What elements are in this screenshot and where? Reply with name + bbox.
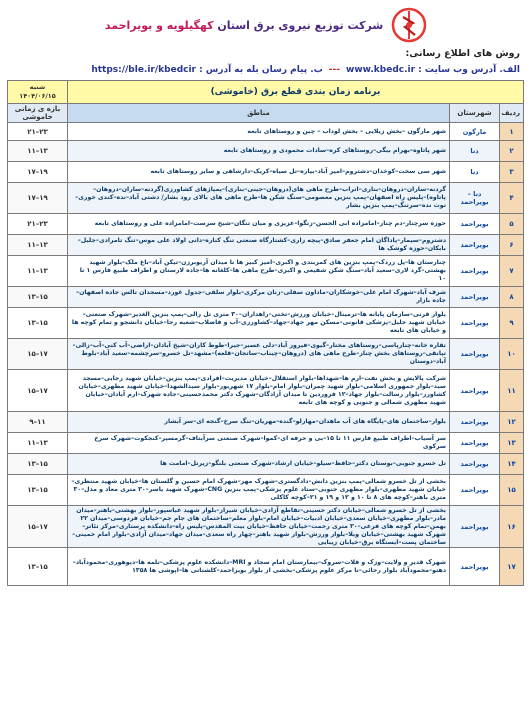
row-areas: نقاره خانه–چنارپاسی–روستاهای مختار–گیوی–فیروز آباد–دلی عسیر–جیرا–طوط کاران–شیخ آبادان–اراضی–آب کنی–آب–زالی–تپانقی–روستاهای بخش چنار–طرح ماهی های (دروهان–چیناب–ساتجان–قلعه)–مشهد–تل خسرو–سرچشمه–سعید آباد–بلوط آباد–دوستان (68, 339, 450, 370)
row-index: ۱۶ (500, 506, 524, 548)
row-city: بویراحمد (450, 412, 500, 433)
table-row (8, 256, 524, 287)
row-index: ۸ (500, 287, 524, 308)
row-index: ۱۰ (500, 339, 524, 370)
notification-heading: روش های اطلاع رسانی: (405, 48, 520, 59)
messenger-address[interactable]: ب. پیام رسان بله به آدرس : https://ble.ir/kbedcir (91, 65, 323, 75)
table-row (8, 214, 524, 235)
row-city: بویراحمد (450, 548, 500, 586)
website-address[interactable]: الف. آدرس وب سایت : www.kbedc.ir (346, 65, 520, 75)
table-row (8, 141, 524, 162)
table-row (8, 235, 524, 256)
row-outage-time: ۱۵–۱۷ (8, 370, 68, 412)
row-areas: چنارستان ها–پل زردک–پمپ بنزین های کمربندی و اکبری–امیر کبیر ها تا میدان آریوبرزن–تیکن آباد–باغ ملک–بلوار شهید بهشتی–گرد لاری–سعید آباد–سنگ شکن شفیعی و اکبری–طرح ماهی ها–کلغانه ها–جاده لارستان و اطراف طبیع فارس ۱ تا ۱۰ (68, 256, 450, 287)
column-header-city: شهرستان (450, 104, 500, 123)
row-areas: بلوار–ساختمان های–پایگاه های آب ماهدان–مهارلو–گنده–مهریان–تنگ سرخ–گنجه ای–سر آبشار (68, 412, 450, 433)
table-row (8, 123, 524, 141)
row-areas: حوزه سرچنار–دم چنار–امامزاده ابی الحسن–زنگوا–عزیزی و میان تنگان–شیخ سرست–امامزاده علی و روستاهای تابعه (68, 214, 450, 235)
row-outage-time: ۱۳–۱۵ (8, 287, 68, 308)
table-row (8, 308, 524, 339)
table-row (8, 287, 524, 308)
schedule-title: برنامه زمان بندی قطع برق (خاموشی) (68, 81, 524, 104)
schedule-day: شنبه (29, 83, 46, 91)
row-city: بویراحمد (450, 506, 500, 548)
row-index: ۶ (500, 235, 524, 256)
row-outage-time: ۱۳–۱۵ (8, 454, 68, 475)
row-index: ۵ (500, 214, 524, 235)
row-outage-time: ۱۷–۱۹ (8, 183, 68, 214)
row-city: دنا (450, 141, 500, 162)
row-index: ۱۵ (500, 475, 524, 506)
row-areas: شهر مارگون –بخش زیلایی – بخش لوداب – چین و روستاهای تابعه (68, 123, 450, 141)
row-city: بویراحمد (450, 339, 500, 370)
schedule-date-cell (8, 81, 68, 104)
row-outage-time: ۱۷–۱۹ (8, 162, 68, 183)
company-name-prefix: شرکت توزیع نیروی برق استان (213, 18, 384, 32)
row-areas: تل خسرو جنوبی–بوستان دکتر–حافظ–سیلو–خیابان ارشاد–شهرک صنعتی بلنگو–زیرتل–امامت ها (68, 454, 450, 475)
row-outage-time: ۹–۱۱ (8, 412, 68, 433)
row-outage-time: ۱۳–۱۵ (8, 548, 68, 586)
row-outage-time: ۱۳–۱۵ (8, 475, 68, 506)
outage-schedule-table (7, 80, 524, 586)
row-city: بویراحمد (450, 454, 500, 475)
schedule-date: ۱۴۰۴/۰۶/۱۵ (19, 92, 56, 100)
row-outage-time: ۱۳–۱۵ (8, 308, 68, 339)
row-outage-time: ۱۱–۱۳ (8, 141, 68, 162)
row-city: بویراحمد (450, 475, 500, 506)
notification-methods (8, 44, 524, 80)
row-index: ۱۱ (500, 370, 524, 412)
row-areas: بلوار قرنی–سازمان پایانه ها–ترمینال–خیابان ورزش–تختی–راهداران–۳۰ متری تل زالی–پمپ بنزین الغدیر–شهرک صنعتی–خیابان شهید جلیل–پزشکی قانونی–مسکن مهر جهاد–جهاد–کشاورزی–آب و فاضلاب–شعبه رجا–خیابان دانشجو و تمام کوچه ها و خیابان های تابعه (68, 308, 450, 339)
row-city: بویراحمد (450, 308, 500, 339)
row-outage-time: ۱۱–۱۳ (8, 433, 68, 454)
row-outage-time: ۲۱–۲۳ (8, 123, 68, 141)
row-outage-time: ۲۱–۲۳ (8, 214, 68, 235)
row-city: بویراحمد (450, 433, 500, 454)
notification-links (12, 62, 520, 78)
row-outage-time: ۱۵–۱۷ (8, 339, 68, 370)
row-city: بویراحمد (450, 256, 500, 287)
row-areas: بخشی از تل خسرو شمالی–خیابان دکتر حسینی–تقاطع آزادی–خیابان شیراز–بلوار شهید عباسپور–بلوار بهشتی–باهنر–میدان مادر–بلوار مطهری–خیابان سعدی–خیابان ادبیات–خیابان امام–بلوار معلم–ساختمان های جام جم–خیابان فردوسی–میدان ۲۲ بهمن–تمام کوچه های فرعی–۳۰ متری رحمت–خیابان حافظ–خیابان بیت المقدس–پلیس راه–دانشکده پرستاری–مرکز تئاتر–شهرک شهید بهشتی–خیابان ویلا–بلوار ورزش–بلوار شهید باهنر–چهار راه سعدی–میدان جهاد–میدان آزادی–بلوار امام خمینی–ساختمان پست–ایستگاه برق–خیابان زیبایی (68, 506, 450, 548)
row-areas: دشتروم–سیمار–پاداگان امام جعفر صادق–پیچه زاری–کشتارگاه صنعتی تنگ کناره–دانی اولاد علی موس–تنگ تامرادی–جلیل–بابکان–حوزه کوشک ها (68, 235, 450, 256)
row-outage-time: ۱۱–۱۳ (8, 235, 68, 256)
row-index: ۴ (500, 183, 524, 214)
row-areas: گردنه–ساران–دروهان–بناری–اتراب–طرح ماهی های(دروهان–جینی–بناری)–پمپاژهای کشاورزی(گردنه–ساران–دروهان–پاتاوه)–پلیس راه اصفهان–پمپ بنزین معصومی–سنگ شکن ها–طرح ماهی های بالای رود بشار/ دشتی آباد–نده–کندی خوری–توت نده–سرتنگ–پمپ بنزین بشار (68, 183, 450, 214)
links-separator: --- (328, 65, 340, 75)
row-index: ۷ (500, 256, 524, 287)
row-outage-time: ۱۱–۱۳ (8, 256, 68, 287)
row-city: دنا – بویراحمد (450, 183, 500, 214)
company-province: کهگیلویه و بویراحمد (104, 18, 214, 32)
table-row (8, 475, 524, 506)
table-row (8, 433, 524, 454)
row-areas: سر آسیاب–اطراف طبیع فارس ۱۱ تا ۱۵–بی و حرفه ای–کموا–شهرک صنعتی سرآبتاف–گرمسیر–کنجکوت–شهرک سرخ سرکوی (68, 433, 450, 454)
row-index: ۱ (500, 123, 524, 141)
row-outage-time: ۱۵–۱۷ (8, 506, 68, 548)
column-header-index: ردیف (500, 104, 524, 123)
company-name (105, 19, 383, 32)
table-row (8, 454, 524, 475)
table-row (8, 339, 524, 370)
row-areas: شرف آباد–شهرک امام علی–خوشکاران–ماداون سفلی–زنان مرکزی–بلوار سلفی–جدول غورد–مسجدان تالس جاده اصفهان–جاده بازار (68, 287, 450, 308)
row-areas: شهر سی سخت–کوخدان–دشتروم–امیر آباد–بیاره–تل سیاه–کریک–دارشاهی و سایر روستاهای تابعه (68, 162, 450, 183)
column-header-time: بازه ی زمانی خاموشی (8, 104, 68, 123)
row-index: ۲ (500, 141, 524, 162)
row-city: مارگون (450, 123, 500, 141)
row-city: بویراحمد (450, 287, 500, 308)
table-row (8, 370, 524, 412)
row-city: دنا (450, 162, 500, 183)
row-index: ۱۷ (500, 548, 524, 586)
row-index: ۱۳ (500, 433, 524, 454)
row-index: ۱۴ (500, 454, 524, 475)
table-row (8, 412, 524, 433)
table-title-row (8, 81, 524, 104)
row-areas: شرکت پالایش و بخش نفت–ارم ها–شهداها–بلوار استقلال–خیابان مدیریت–افرادی–پمپ بنزین–خیابان شهید رجایی–مسجد سید–بلوار جمهوری اسلامی–بلوار شهید چمران–بلوار امام–بلوار ۱۷ شهریور–بلوار سیدالشهدا–خیابان شهید مطهری–خیابان کشاورز–بلوار رسالت–بلوار جهاد–۱۲ فروردین تا میدان آزادگان–شهرک دکتر محمدحسینی–جاده شهرک–ارم آبادان–خیابان شهید مطهری شمالی و جنوبی و کوچه های تابعه (68, 370, 450, 412)
row-city: بویراحمد (450, 214, 500, 235)
row-city: بویراحمد (450, 370, 500, 412)
table-header-row (8, 104, 524, 123)
row-index: ۹ (500, 308, 524, 339)
table-row (8, 548, 524, 586)
row-areas: بخشی از تل خسرو شمالی–پمپ بنزین دانش–دادگستری–شهرک مهر–شهرک امام حسین و گلستان ها–خیابان شهید منتظری–خیابان شهید مطهری–بلوار مطهری جنوبی–ستاد علوم پزشکی–پمپ بنزین CNG–شهرک شهید یاسر–۳۰ متری معاد و مدل–۳۰ متری باهنر–کوچه های ۸ تا ۱۰ و ۱۲ و ۱۹ و ۲۱–کوچه کاکلی (68, 475, 450, 506)
row-index: ۳ (500, 162, 524, 183)
column-header-areas: مناطق (68, 104, 450, 123)
row-index: ۱۲ (500, 412, 524, 433)
table-body (8, 123, 524, 586)
table-row (8, 506, 524, 548)
row-areas: شهر پاتاوه–بهرام بیگی–روستاهای کره–سادات محمودی و روستاهای تابعه (68, 141, 450, 162)
power-company-logo-icon (391, 7, 427, 43)
row-areas: شهرک قدیر و ولایت–وزک و قلات–سروک–بیمارستان امام سجاد و MRI–دانشکده علوم پزشکی–تلمه ها–دیوهوری–محمودآباد–دهنو–محمودآباد بلوار رجائی–تا مرکز علوم پزشکی–بخشی از بلوار بویراحمد–کلشتانی ها–اپوشی ها ۱۳۵۸ (68, 548, 450, 586)
table-row (8, 162, 524, 183)
table-row (8, 183, 524, 214)
company-header (8, 6, 524, 44)
row-city: بویراحمد (450, 235, 500, 256)
